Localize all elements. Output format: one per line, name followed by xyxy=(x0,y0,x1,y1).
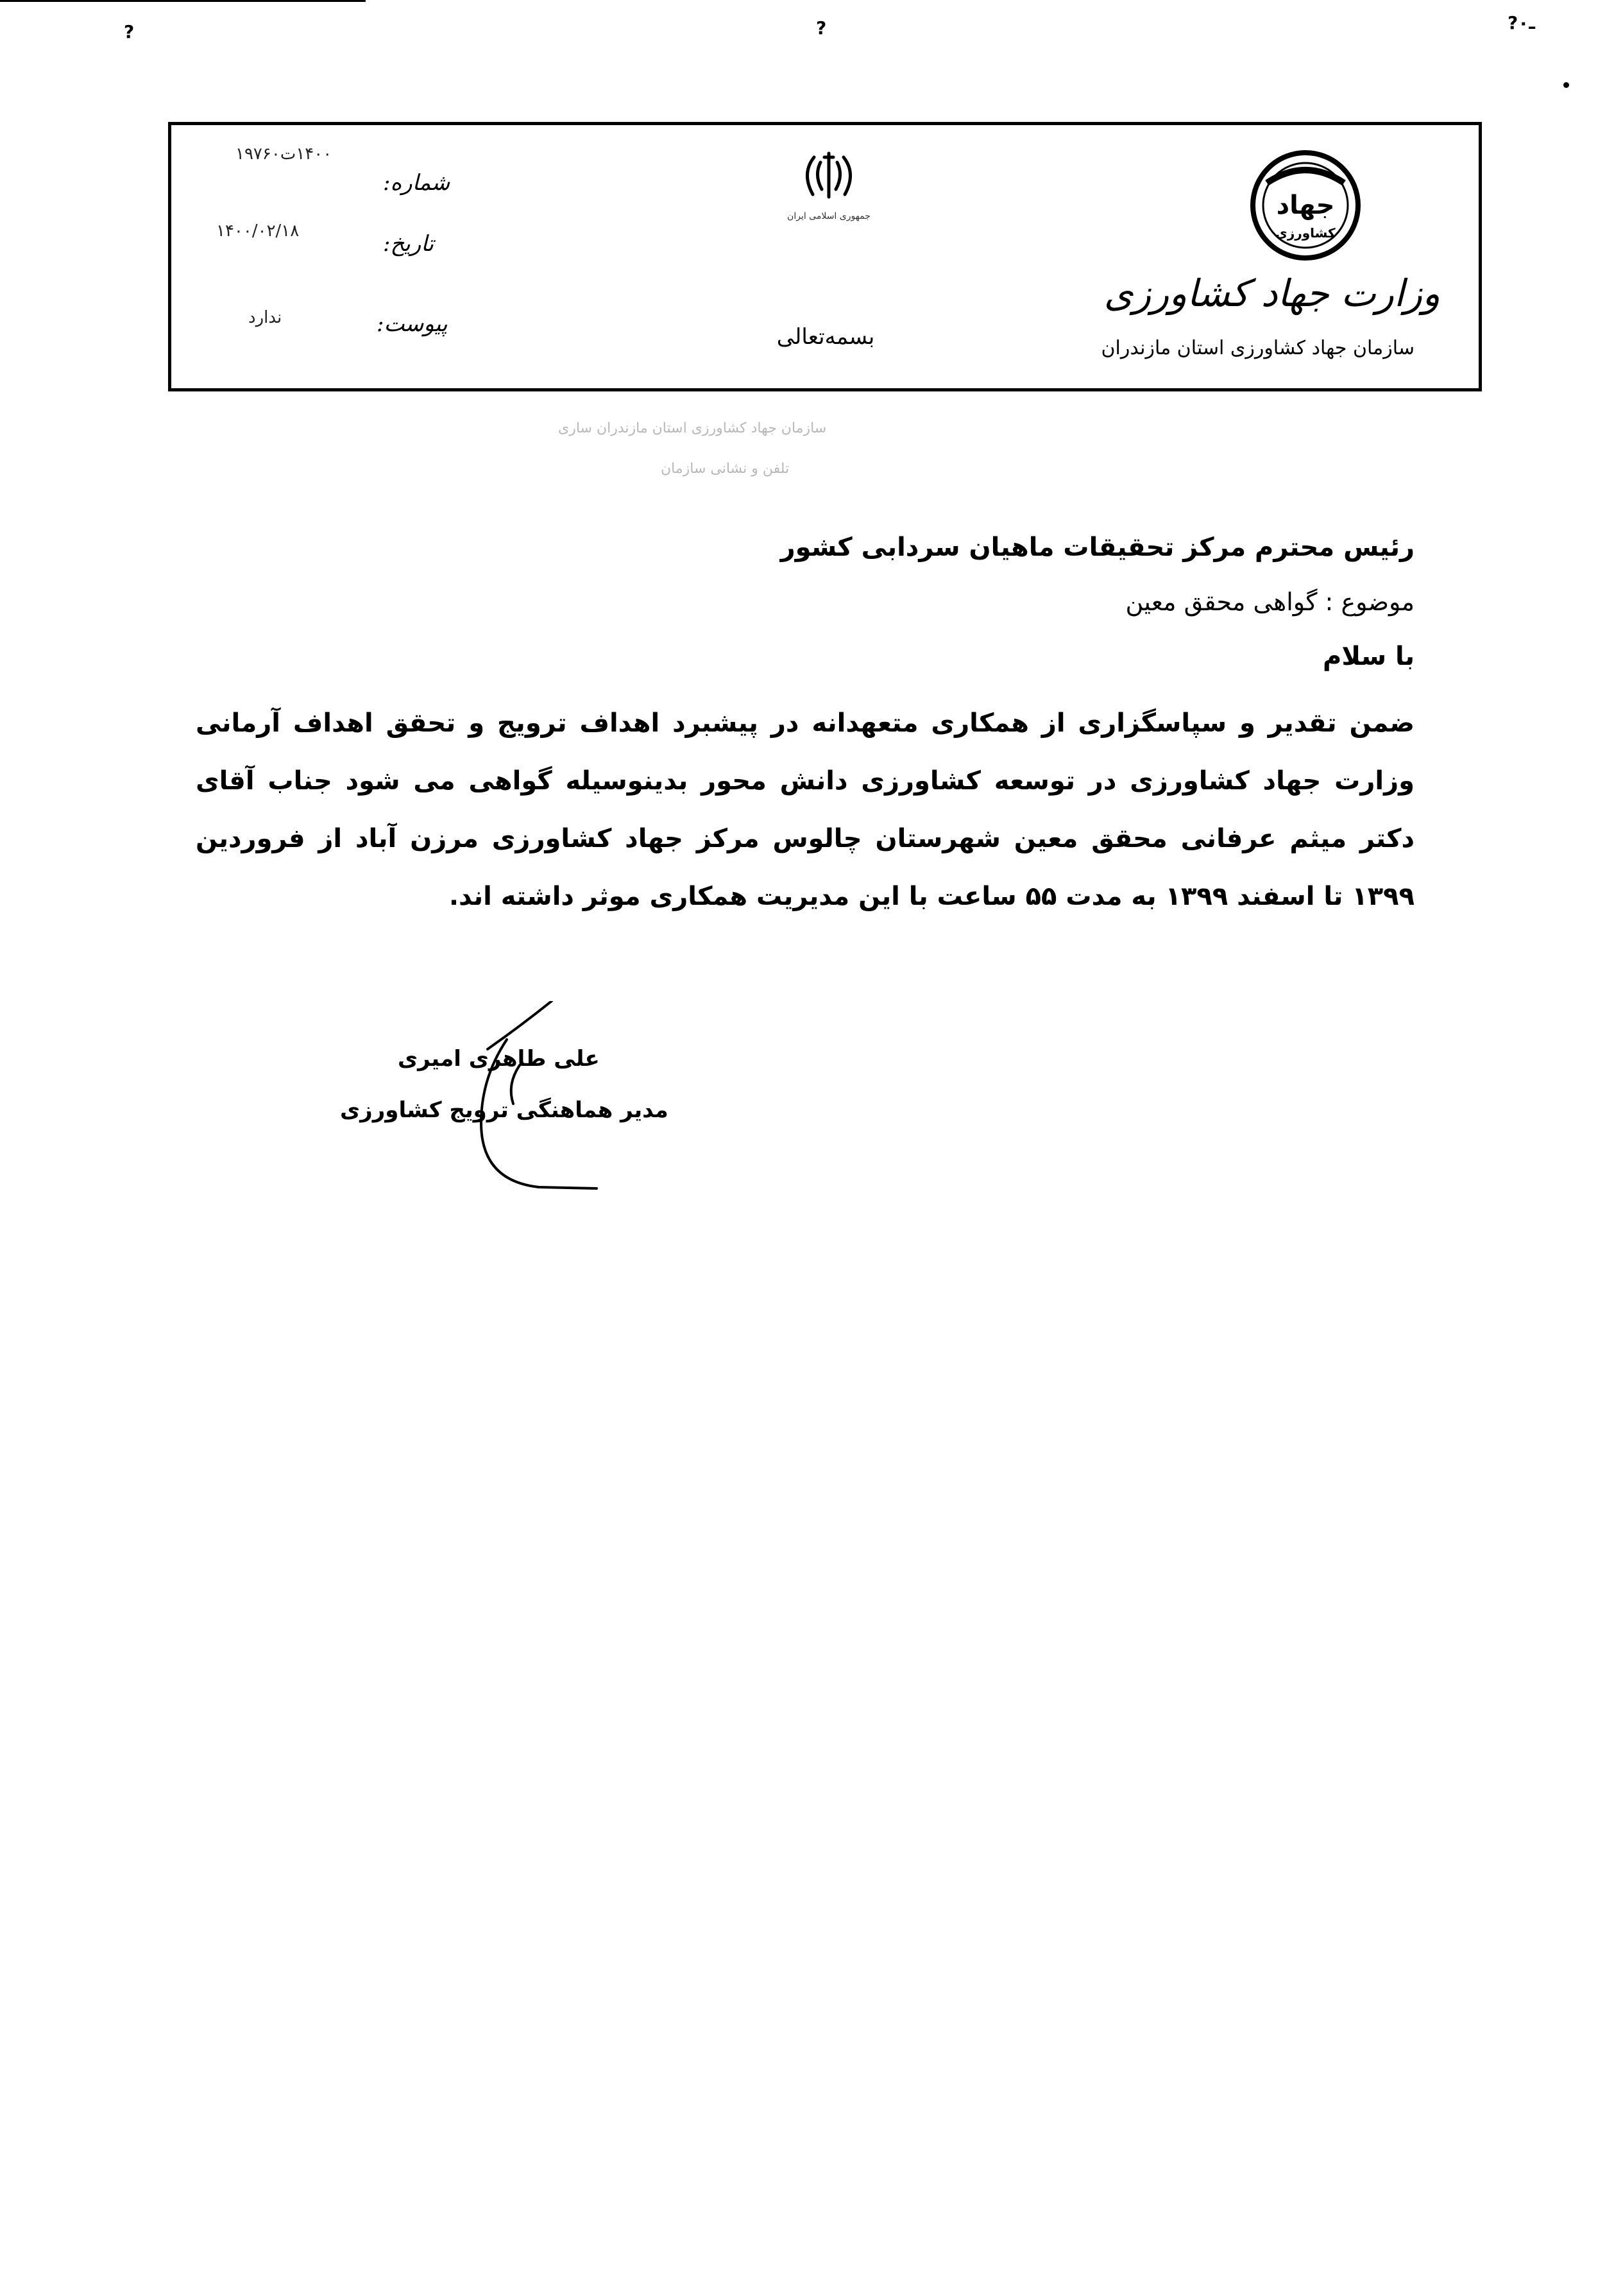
handwritten-signature xyxy=(443,1001,609,1206)
letter-date-label: تاریخ: xyxy=(383,231,434,257)
svg-text:کشاورزی: کشاورزی xyxy=(1275,225,1336,241)
jihad-agriculture-logo-icon xyxy=(1241,144,1370,266)
basmala: بسمه‌تعالی xyxy=(776,324,875,350)
faded-header-line-2: تلفن و نشانی سازمان xyxy=(661,461,790,477)
recipient: رئیس محترم مرکز تحقیقات ماهیان سردابی کشور xyxy=(780,533,1415,562)
signer-title: مدیر هماهنگی ترویج کشاورزی xyxy=(340,1097,668,1123)
letterhead xyxy=(168,122,1482,391)
margin-dot xyxy=(1563,82,1569,88)
signer-name: علی طاهری امیری xyxy=(398,1046,600,1072)
letter-attachment-label: پیوست: xyxy=(377,311,448,337)
page-mark-left: ? xyxy=(124,21,135,42)
page-mark-center: ? xyxy=(816,17,827,39)
page-mark-right: ?ـ٠ xyxy=(1508,12,1535,33)
ministry-name: وزارت جهاد کشاورزی xyxy=(1103,271,1440,315)
letter-number-value: ۱۴۰۰ت۱۹۷۶۰ xyxy=(235,144,332,164)
top-edge-line xyxy=(0,0,366,2)
letter-body: ضمن تقدیر و سپاسگزاری از همکاری متعهدانه در پیشبرد اهداف ترویج و تحقق اهداف آرمانی وزارت جهاد کشاورزی در توسعه کشاورزی دانش محور بدینوسیله گواهی می شود جناب آقای دکتر میثم عرفانی محقق معین شهرستان چالوس مرکز جهاد کشاورزی مرزن آباد از فروردین ۱۳۹۹ تا اسفند ۱۳۹۹ به مدت ۵۵ ساعت با این مدیریت همکاری موثر داشته اند. xyxy=(196,708,1415,911)
organization-name: سازمان جهاد کشاورزی استان مازندران xyxy=(1101,337,1415,359)
svg-text:جمهوری اسلامی ایران: جمهوری اسلامی ایران xyxy=(787,211,871,221)
faded-header-line-1: سازمان جهاد کشاورزی استان مازندران ساری xyxy=(558,420,827,436)
svg-text:جهاد: جهاد xyxy=(1276,191,1335,220)
letter-attachment-value: ندارد xyxy=(248,308,282,327)
letter-date-value: ۱۴۰۰/۰۲/۱۸ xyxy=(216,221,300,241)
iran-emblem-icon xyxy=(774,144,883,228)
subject-line: موضوع : گواهی محقق معین xyxy=(1125,588,1415,616)
greeting: با سلام xyxy=(1323,642,1415,671)
letter-number-label: شماره: xyxy=(383,170,450,196)
